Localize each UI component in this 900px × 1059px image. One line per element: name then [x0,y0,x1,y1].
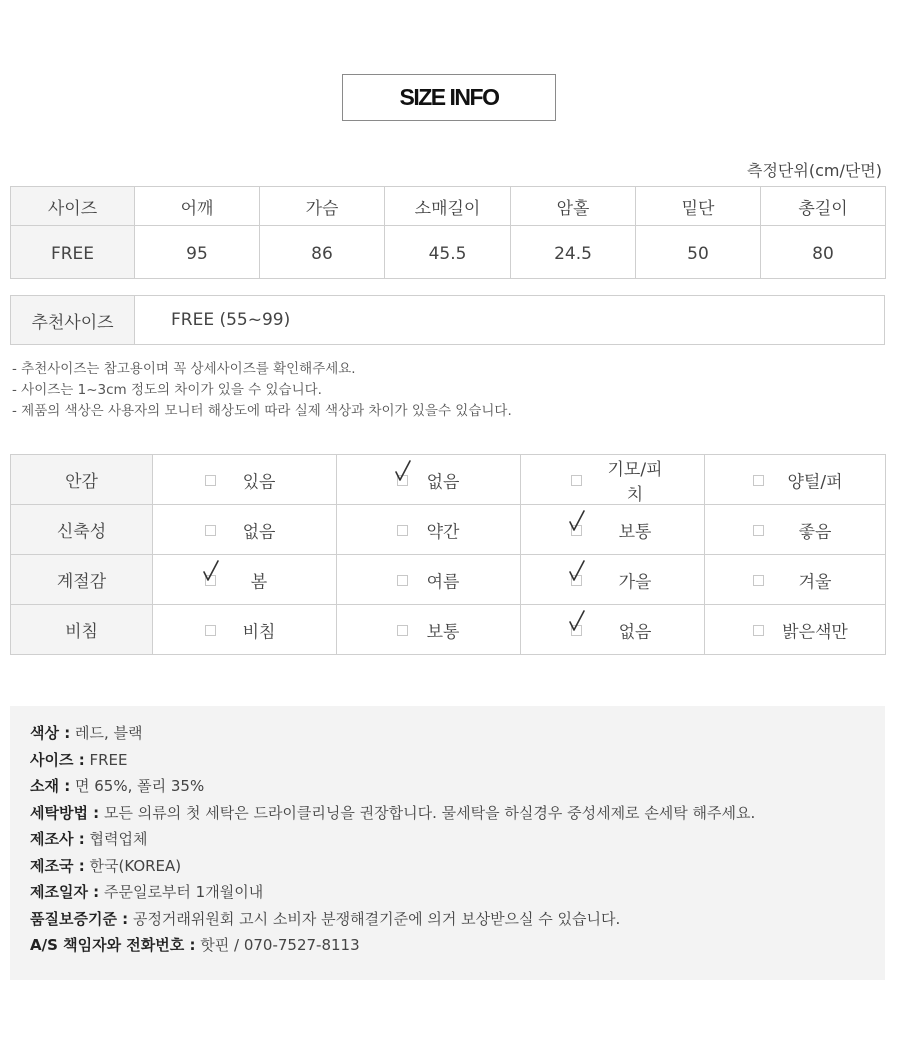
size-value-cell: 80 [761,226,886,279]
size-table-header-row [11,187,886,226]
attribute-option-label: 보통 [618,522,652,542]
info-warranty [30,906,885,933]
attribute-name: 안감 [11,455,153,505]
size-header-cell: 어깨 [135,187,260,226]
attribute-name: 비침 [11,605,153,655]
size-table [10,186,886,279]
note-line: - 사이즈는 1~3cm 정도의 차이가 있을 수 있습니다. [12,382,322,398]
info-value: 핫핀 / 070-7527-8113 [200,936,360,954]
product-info-panel [10,706,885,980]
page-title: SIZE INFO [399,84,499,110]
size-header-cell: 암홀 [511,187,636,226]
attribute-option [705,505,886,555]
info-size [30,747,885,774]
attribute-option [337,555,521,605]
size-value-cell: 86 [260,226,385,279]
info-key: 제조일자 : [30,883,100,901]
attribute-option [521,505,705,555]
size-header-cell: 사이즈 [11,187,135,226]
attribute-option [705,455,886,505]
fabric-attributes-table [10,454,886,655]
checkbox-unchecked [753,525,764,536]
info-key: 제조국 : [30,856,85,875]
info-country [30,853,885,880]
size-notes [12,359,512,422]
attribute-option-label: 기모/피치 [607,459,663,505]
checkbox-unchecked [571,475,582,486]
attribute-option [153,505,337,555]
info-key: 소재 : [30,777,71,795]
attribute-option [153,555,337,605]
size-value-cell: 24.5 [511,226,636,279]
info-value: FREE [89,750,128,769]
size-header-cell: 밑단 [636,187,761,226]
attribute-option [337,605,521,655]
info-washing [30,800,885,827]
note-line: - 제품의 색상은 사용자의 모니터 해상도에 따라 실제 색상과 차이가 있을수 있습니다. [12,403,512,419]
info-value: 레드, 블랙 [74,724,143,742]
info-key: 사이즈 : [30,750,85,769]
check-mark-icon [201,558,221,584]
size-info-title-box [342,74,556,121]
checkbox-unchecked [205,525,216,536]
attribute-option [521,605,705,655]
attribute-row [11,555,886,605]
info-manufacturer [30,826,885,853]
info-key: 품질보증기준 : [30,909,129,928]
checkbox-unchecked [205,475,216,486]
info-value: 주문일로부터 1개월이내 [103,883,264,901]
info-value: 협력업체 [89,830,148,848]
attribute-option-label: 없음 [618,622,652,642]
measurement-unit: 측정단위(cm/단면) [747,161,882,180]
info-key: 세탁방법 : [30,803,100,822]
check-mark-icon [567,508,587,534]
size-header-cell: 총길이 [761,187,886,226]
attribute-row [11,605,886,655]
attribute-option [153,455,337,505]
size-value-cell: 45.5 [385,226,511,279]
attribute-option [705,555,886,605]
recommended-size-table [10,295,885,345]
attribute-name: 계절감 [11,555,153,605]
info-date [30,879,885,906]
info-value: 공정거래위원회 고시 소비자 분쟁해결기준에 의거 보상받으실 수 있습니다. [132,909,621,928]
attribute-row [11,505,886,555]
size-table-row [11,226,886,279]
info-as [30,932,885,959]
attribute-option-label: 양털/퍼 [787,472,843,492]
info-key: A/S 책임자와 전화번호 : [30,936,196,954]
check-mark-icon [393,458,413,484]
size-header-cell: 가슴 [260,187,385,226]
checkbox-unchecked [753,625,764,636]
attribute-option-label: 겨울 [798,572,832,592]
check-mark-icon [567,608,587,634]
recommended-size-label: 추천사이즈 [11,296,135,345]
attribute-option [521,555,705,605]
attribute-row [11,455,886,505]
attribute-option-label: 보통 [426,622,460,642]
size-header-cell: 소매길이 [385,187,511,226]
attribute-option-label: 없음 [426,472,460,492]
checkbox-unchecked [397,625,408,636]
attribute-name: 신축성 [11,505,153,555]
attribute-option [521,455,705,505]
checkbox-unchecked [397,575,408,586]
info-color [30,720,885,747]
checkbox-unchecked [753,575,764,586]
attribute-option-label: 봄 [250,572,268,592]
attribute-option-label: 있음 [242,472,276,492]
attribute-option-label: 밝은색만 [782,622,848,642]
size-value-cell: 95 [135,226,260,279]
attribute-option-label: 좋음 [798,522,832,542]
size-value-cell: 50 [636,226,761,279]
info-value: 모든 의류의 첫 세탁은 드라이클리닝을 권장합니다. 물세탁을 하실경우 중성세제로 손세탁 해주세요. [103,803,756,822]
info-key: 색상 : [30,724,71,742]
attribute-option-label: 약간 [426,522,460,542]
attribute-option-label: 여름 [426,572,460,592]
attribute-option-label: 없음 [242,522,276,542]
attribute-option-label: 비침 [242,622,276,642]
attribute-option [153,605,337,655]
size-value-cell: FREE [11,226,135,279]
check-mark-icon [567,558,587,584]
attribute-option [337,455,521,505]
checkbox-unchecked [753,475,764,486]
note-line: - 추천사이즈는 참고용이며 꼭 상세사이즈를 확인해주세요. [12,361,356,377]
info-value: 면 65%, 폴리 35% [74,777,205,795]
attribute-option [705,605,886,655]
info-value: 한국(KOREA) [89,856,182,875]
recommended-size-value: FREE (55~99) [135,296,885,345]
info-key: 제조사 : [30,830,85,848]
attribute-option [337,505,521,555]
attribute-option-label: 가을 [618,572,652,592]
info-material [30,773,885,800]
checkbox-unchecked [397,525,408,536]
checkbox-unchecked [205,625,216,636]
